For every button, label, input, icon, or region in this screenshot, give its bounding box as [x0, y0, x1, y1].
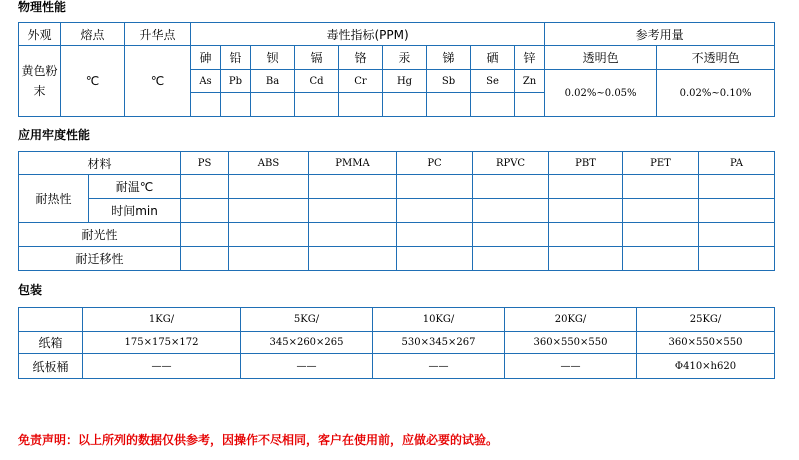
- physical-properties-table: [18, 22, 775, 117]
- migration-resistance-label: 耐迁移性: [19, 247, 181, 271]
- cell: [549, 175, 623, 199]
- element-symbol-ba: Ba: [251, 70, 295, 93]
- fastness-section-title: 应用牢度性能: [18, 128, 91, 142]
- paper-drum-label: 纸板桶: [19, 354, 83, 379]
- element-name-pb: 铅: [221, 46, 251, 70]
- packaging-section-title: 包装: [18, 283, 43, 297]
- material-ps: PS: [181, 152, 229, 175]
- disclaimer-text: 免责声明：以上所列的数据仅供参考，因操作不尽相同，客户在使用前，应做必要的试验。: [18, 433, 499, 447]
- element-symbol-pb: Pb: [221, 70, 251, 93]
- material-abs: ABS: [229, 152, 309, 175]
- carton-dimension: 360×550×550: [505, 332, 637, 354]
- cell: [397, 223, 473, 247]
- cell: [229, 199, 309, 223]
- opaque-dosage-value: 0.02%~0.10%: [657, 70, 775, 117]
- sublimation-point-header: 升华点: [125, 23, 191, 46]
- carton-dimension: 360×550×550: [637, 332, 775, 354]
- melting-point-value: ℃: [61, 46, 125, 117]
- cell: [229, 247, 309, 271]
- packaging-table: [18, 307, 775, 379]
- element-name-cd: 镉: [295, 46, 339, 70]
- element-symbol-se: Se: [471, 70, 515, 93]
- element-name-as: 砷: [191, 46, 221, 70]
- cell: [699, 247, 775, 271]
- cell: [623, 175, 699, 199]
- cell: [181, 199, 229, 223]
- cell: [473, 247, 549, 271]
- cell: [623, 199, 699, 223]
- toxicity-value-as: [191, 93, 221, 117]
- material-pmma: PMMA: [309, 152, 397, 175]
- toxicity-value-hg: [383, 93, 427, 117]
- dosage-header: 参考用量: [545, 23, 775, 46]
- element-symbol-hg: Hg: [383, 70, 427, 93]
- drum-dimension: Φ410×h620: [637, 354, 775, 379]
- toxicity-value-cd: [295, 93, 339, 117]
- cell: [549, 247, 623, 271]
- cell: [181, 247, 229, 271]
- cell: [309, 247, 397, 271]
- temperature-label: 耐温℃: [89, 175, 181, 199]
- sublimation-point-value: ℃: [125, 46, 191, 117]
- cell: [623, 247, 699, 271]
- cell: [397, 199, 473, 223]
- cell: [473, 199, 549, 223]
- carton-dimension: 530×345×267: [373, 332, 505, 354]
- element-name-hg: 汞: [383, 46, 427, 70]
- toxicity-header: 毒性指标(PPM): [191, 23, 545, 46]
- heat-resistance-label: 耐热性: [19, 175, 89, 223]
- size-1kg: 1KG/: [83, 308, 241, 332]
- fastness-table: [18, 151, 775, 271]
- element-name-se: 硒: [471, 46, 515, 70]
- cell: [397, 175, 473, 199]
- cell: [181, 223, 229, 247]
- packaging-corner: [19, 308, 83, 332]
- carton-dimension: 345×260×265: [241, 332, 373, 354]
- carton-dimension: 175×175×172: [83, 332, 241, 354]
- toxicity-value-zn: [515, 93, 545, 117]
- cell: [623, 223, 699, 247]
- size-5kg: 5KG/: [241, 308, 373, 332]
- size-20kg: 20KG/: [505, 308, 637, 332]
- carton-label: 纸箱: [19, 332, 83, 354]
- toxicity-value-sb: [427, 93, 471, 117]
- toxicity-value-cr: [339, 93, 383, 117]
- light-fastness-label: 耐光性: [19, 223, 181, 247]
- cell: [473, 175, 549, 199]
- element-symbol-cr: Cr: [339, 70, 383, 93]
- size-10kg: 10KG/: [373, 308, 505, 332]
- element-name-ba: 钡: [251, 46, 295, 70]
- element-symbol-as: As: [191, 70, 221, 93]
- element-name-cr: 铬: [339, 46, 383, 70]
- time-label: 时间min: [89, 199, 181, 223]
- physical-section-title: 物理性能: [18, 0, 67, 14]
- element-symbol-sb: Sb: [427, 70, 471, 93]
- melting-point-header: 熔点: [61, 23, 125, 46]
- toxicity-value-ba: [251, 93, 295, 117]
- size-25kg: 25KG/: [637, 308, 775, 332]
- opaque-header: 不透明色: [657, 46, 775, 70]
- material-pa: PA: [699, 152, 775, 175]
- cell: [229, 175, 309, 199]
- toxicity-value-se: [471, 93, 515, 117]
- cell: [309, 223, 397, 247]
- element-symbol-zn: Zn: [515, 70, 545, 93]
- drum-dimension: ——: [505, 354, 637, 379]
- drum-dimension: ——: [373, 354, 505, 379]
- toxicity-value-pb: [221, 93, 251, 117]
- drum-dimension: ——: [83, 354, 241, 379]
- element-name-sb: 锑: [427, 46, 471, 70]
- drum-dimension: ——: [241, 354, 373, 379]
- cell: [549, 199, 623, 223]
- element-name-zn: 锌: [515, 46, 545, 70]
- cell: [309, 175, 397, 199]
- appearance-value: 黄色粉末: [19, 46, 61, 117]
- material-header: 材料: [19, 152, 181, 175]
- cell: [229, 223, 309, 247]
- material-pc: PC: [397, 152, 473, 175]
- appearance-header: 外观: [19, 23, 61, 46]
- cell: [699, 199, 775, 223]
- element-symbol-cd: Cd: [295, 70, 339, 93]
- transparent-header: 透明色: [545, 46, 657, 70]
- cell: [699, 175, 775, 199]
- cell: [473, 223, 549, 247]
- material-pet: PET: [623, 152, 699, 175]
- cell: [397, 247, 473, 271]
- cell: [309, 199, 397, 223]
- cell: [549, 223, 623, 247]
- cell: [181, 175, 229, 199]
- cell: [699, 223, 775, 247]
- material-pbt: PBT: [549, 152, 623, 175]
- transparent-dosage-value: 0.02%~0.05%: [545, 70, 657, 117]
- material-rpvc: RPVC: [473, 152, 549, 175]
